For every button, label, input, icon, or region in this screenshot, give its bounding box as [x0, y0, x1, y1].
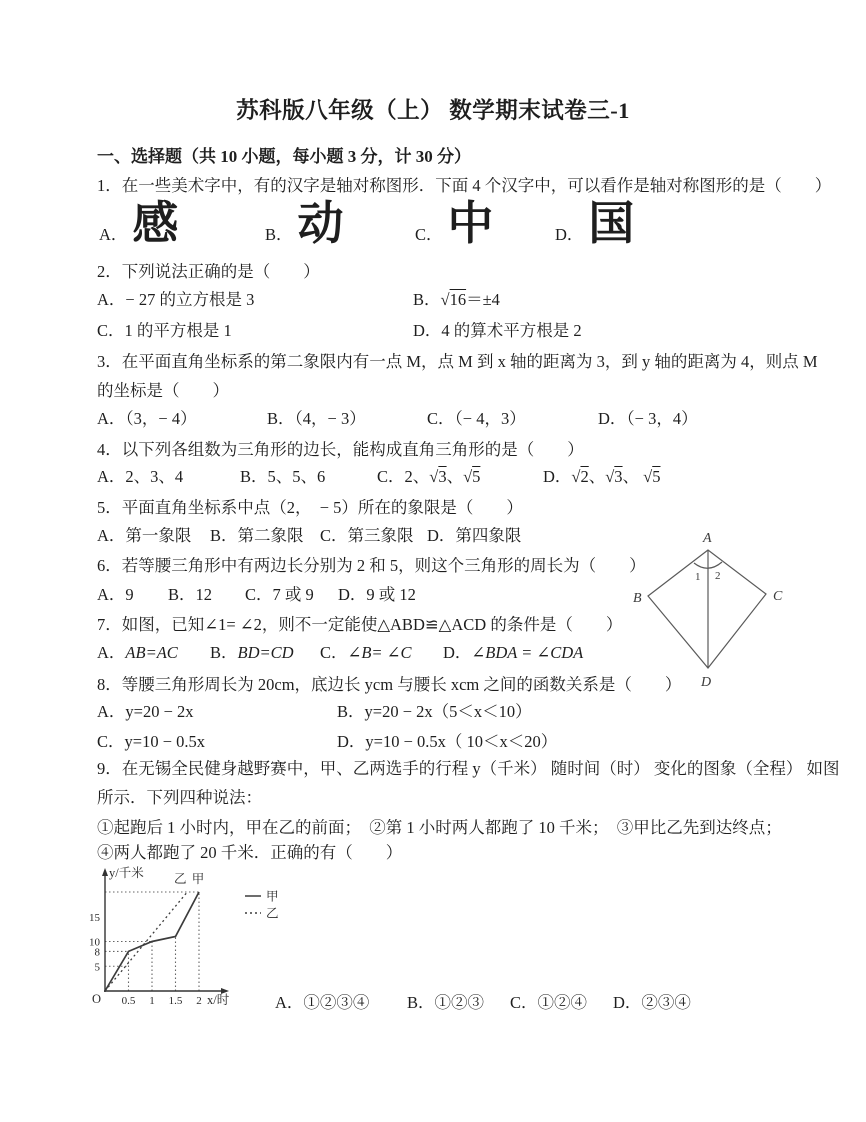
option-text: y=10 − 0.5x（ 10＜x＜20） — [365, 732, 558, 751]
vertex-label-d: D — [701, 675, 712, 690]
option-label: D． — [543, 467, 572, 486]
option-text: y=20 − 2x（5＜x＜10） — [364, 702, 532, 721]
vertex-label-c: C — [773, 589, 783, 604]
option-label: C． — [97, 321, 125, 340]
option-text: 第二象限 — [237, 526, 304, 545]
question-5-options — [97, 525, 521, 547]
option-d — [443, 642, 583, 664]
option-d — [555, 198, 635, 249]
option-text: BD=CD — [237, 643, 294, 662]
option-b — [337, 701, 532, 723]
y-tick-label: 5 — [94, 961, 100, 974]
option-text: ②③④ — [641, 993, 691, 1012]
option-b — [210, 525, 320, 547]
option-text: y=20 − 2x — [125, 702, 194, 721]
option-text: ①②③④ — [303, 993, 370, 1012]
angle-label-1: 1 — [695, 571, 701, 583]
question-3-options — [97, 408, 698, 430]
option-d — [613, 992, 691, 1014]
option-label: D． — [598, 409, 627, 428]
question-number: 1． — [97, 176, 122, 195]
question-number: 5． — [97, 498, 122, 517]
option-text: y=10 − 0.5x — [124, 732, 206, 751]
option-text: 9 — [125, 585, 134, 604]
option-glyph: 国 — [588, 198, 635, 249]
option-label: D． — [555, 225, 584, 245]
option-text: √16＝±4 — [440, 290, 500, 309]
option-label: D． — [413, 321, 442, 340]
option-a — [99, 198, 265, 249]
legend-label: 甲 — [266, 889, 279, 904]
section-heading: 一、选择题（共 10 小题，每小题 3 分，计 30 分） — [97, 147, 471, 166]
question-number: 7． — [97, 615, 122, 634]
vertex-label-a: A — [703, 531, 712, 546]
option-label: C． — [377, 467, 405, 486]
question-9-text-line1 — [97, 758, 840, 780]
option-text: 9 或 12 — [366, 585, 416, 604]
x-axis-label: x/时 — [207, 993, 230, 1007]
option-label: A． — [97, 467, 126, 486]
question-9-options — [275, 992, 691, 1014]
option-d — [338, 584, 416, 606]
option-d — [543, 466, 660, 488]
option-label: B． — [240, 467, 268, 486]
option-a — [97, 701, 337, 723]
question-body: 若等腰三角形中有两边长分别为 2 和 5，则这个三角形的周长为（ ） — [121, 556, 646, 575]
question-body: 等腰三角形周长为 20cm，底边长 ycm 与腰长 xcm 之间的函数关系是（ ） — [121, 675, 682, 694]
y-axis-label: y/千米 — [109, 866, 144, 880]
option-a — [97, 642, 210, 664]
y-tick-label: 15 — [89, 911, 100, 924]
question-number: 4． — [97, 440, 122, 459]
curve-end-label: 乙 — [173, 872, 187, 887]
option-b — [407, 992, 510, 1014]
option-label: A． — [97, 585, 126, 604]
kite-figure — [630, 522, 795, 697]
question-5-text — [97, 497, 523, 519]
question-number: 9． — [97, 759, 122, 778]
option-text: 2、√3、√5 — [404, 467, 481, 486]
option-b — [210, 642, 320, 664]
question-body: 以下列各组数为三角形的边长，能构成直角三角形的是（ ） — [121, 440, 584, 459]
option-text: 第四象限 — [455, 526, 522, 545]
option-b — [413, 289, 500, 311]
option-glyph: 中 — [447, 198, 494, 249]
question-2-options-row-1 — [97, 289, 500, 311]
option-label: A． — [97, 290, 126, 309]
page-title: 苏科版八年级（上） 数学期末试卷三-1 — [236, 98, 630, 123]
series-甲 — [105, 892, 199, 991]
question-8-options-row-1 — [97, 701, 532, 723]
y-axis-arrow — [102, 868, 108, 876]
option-label: D． — [427, 526, 456, 545]
option-d — [337, 731, 557, 753]
origin-label: O — [92, 992, 102, 1006]
question-body: 在平面直角坐标系的第二象限内有一点 M，点 M 到 x 轴的距离为 3，到 y 轴的距离为 4，则点 M — [121, 352, 818, 371]
option-text: ①②③ — [434, 993, 485, 1012]
option-d — [413, 320, 582, 342]
question-body: 平面直角坐标系中点（2， − 5）所在的象限是（ ） — [121, 498, 523, 517]
option-label: B． — [407, 993, 435, 1012]
option-label: C． — [415, 225, 443, 245]
option-a — [97, 584, 168, 606]
option-text: ∠BDA = ∠CDA — [471, 643, 584, 662]
question-body: 下列说法正确的是（ ） — [121, 262, 320, 281]
option-text: 2、3、4 — [125, 467, 184, 486]
option-text: ①②④ — [537, 993, 588, 1012]
question-7-text — [97, 614, 622, 636]
option-text: （− 3，4） — [626, 409, 698, 428]
option-label: B． — [168, 585, 196, 604]
option-b — [267, 408, 427, 430]
option-label: C． — [510, 993, 538, 1012]
option-label: B． — [210, 643, 238, 662]
question-7-options — [97, 642, 583, 664]
option-c — [97, 731, 337, 753]
x-tick-label: 2 — [196, 995, 202, 1007]
question-1-text — [97, 175, 831, 197]
y-tick-label: 10 — [89, 936, 100, 949]
option-label: B． — [210, 526, 238, 545]
option-label: C． — [427, 409, 455, 428]
option-c — [510, 992, 613, 1014]
question-9-statement-1: ①起跑后 1 小时内，甲在乙的前面； ②第 1 小时两人都跑了 10 千米； ③甲比乙先到达终点； — [97, 818, 782, 837]
option-a — [97, 289, 413, 311]
question-9-statement-2: ④两人都跑了 20 千米．正确的有（ ） — [97, 843, 403, 862]
option-d — [427, 525, 521, 547]
option-text: 12 — [195, 585, 213, 604]
y-tick-label: 8 — [94, 946, 100, 959]
question-number: 2． — [97, 262, 122, 281]
option-label: A． — [97, 643, 126, 662]
option-b — [168, 584, 245, 606]
option-text: 4 的算术平方根是 2 — [441, 321, 582, 340]
option-text: 1 的平方根是 1 — [124, 321, 232, 340]
option-glyph: 动 — [297, 198, 344, 249]
option-text: （− 4，3） — [454, 409, 526, 428]
option-label: C． — [97, 732, 125, 751]
option-label: C． — [245, 585, 273, 604]
option-text: 7 或 9 — [272, 585, 314, 604]
option-label: A． — [97, 702, 126, 721]
x-tick-label: 1.5 — [168, 995, 183, 1007]
option-text: （4，− 3） — [294, 409, 366, 428]
question-body: 在无锡全民健身越野赛中，甲、乙两选手的行程 y（千米） 随时间（时） 变化的图象（全程） 如图 — [121, 759, 840, 778]
option-c — [320, 642, 443, 664]
question-number: 8． — [97, 675, 122, 694]
option-label: D． — [338, 585, 367, 604]
question-number: 6． — [97, 556, 122, 575]
option-label: B． — [267, 409, 295, 428]
question-body: 如图，已知∠1= ∠2，则不一定能使△ABD≌△ACD 的条件是（ ） — [121, 615, 623, 634]
question-4-options — [97, 466, 660, 488]
option-label: D． — [443, 643, 472, 662]
question-4-text — [97, 439, 584, 461]
option-c — [245, 584, 338, 606]
option-label: A． — [275, 993, 304, 1012]
option-a — [97, 408, 267, 430]
option-c — [97, 320, 413, 342]
option-text: ∠B= ∠C — [347, 643, 412, 662]
option-glyph: 感 — [132, 198, 179, 249]
vertex-label-b: B — [633, 591, 642, 606]
option-label: A． — [97, 409, 126, 428]
option-text: （3，− 4） — [125, 409, 197, 428]
curve-end-label: 甲 — [191, 872, 205, 887]
option-label: B． — [413, 290, 441, 309]
angle-label-2: 2 — [715, 570, 721, 582]
option-label: C． — [320, 526, 348, 545]
option-text: − 27 的立方根是 3 — [125, 290, 255, 309]
option-a — [97, 466, 240, 488]
option-text: 第三象限 — [347, 526, 414, 545]
option-label: D． — [613, 993, 642, 1012]
option-label: B． — [337, 702, 365, 721]
question-2-options-row-2 — [97, 320, 582, 342]
x-tick-label: 0.5 — [121, 995, 136, 1007]
question-9-text-line2: 所示．下列四种说法： — [97, 788, 262, 807]
option-c — [377, 466, 543, 488]
question-2-text — [97, 261, 320, 283]
option-a — [97, 525, 210, 547]
question-1-options — [99, 198, 635, 249]
question-number: 3． — [97, 352, 122, 371]
option-a — [275, 992, 407, 1014]
option-text: 第一象限 — [125, 526, 192, 545]
option-d — [598, 408, 698, 430]
question-8-text — [97, 674, 681, 696]
question-8-options-row-2 — [97, 731, 557, 753]
x-tick-label: 1 — [149, 995, 155, 1007]
option-label: A． — [99, 225, 128, 245]
option-c — [320, 525, 427, 547]
option-text: 5、5、6 — [267, 467, 326, 486]
option-label: B． — [265, 225, 293, 245]
option-label: C． — [320, 643, 348, 662]
option-label: A． — [97, 526, 126, 545]
option-text: AB=AC — [125, 643, 178, 662]
option-c — [415, 198, 555, 249]
question-body: 在一些美术字中，有的汉字是轴对称图形．下面 4 个汉字中，可以看作是轴对称图形的是（ ） — [121, 176, 832, 195]
legend-label: 乙 — [266, 906, 279, 921]
option-label: D． — [337, 732, 366, 751]
question-3-text-line2: 的坐标是（ ） — [97, 381, 229, 400]
question-6-text — [97, 555, 646, 577]
question-6-options — [97, 584, 416, 606]
option-b — [240, 466, 377, 488]
option-b — [265, 198, 415, 249]
option-text: √2、√3、 √5 — [571, 467, 661, 486]
option-c — [427, 408, 598, 430]
question-3-text-line1 — [97, 351, 818, 373]
